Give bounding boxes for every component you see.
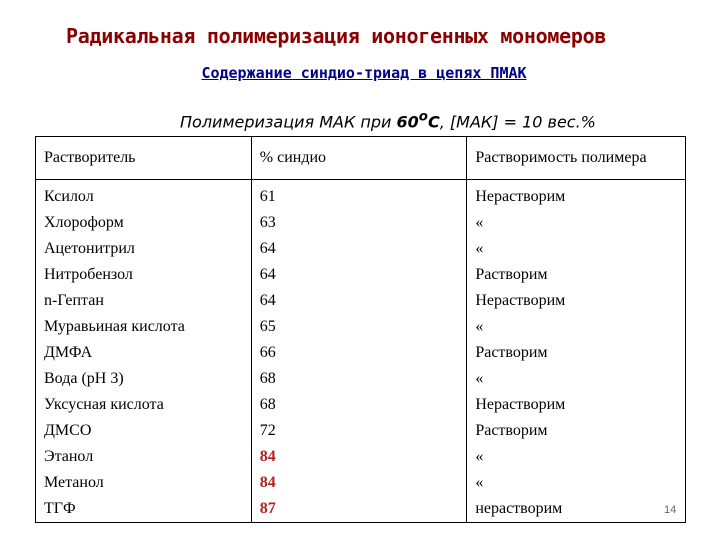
solubility-cell: Нерастворим bbox=[475, 188, 566, 205]
solvent-cell: Хлороформ bbox=[44, 214, 124, 231]
solvent-cell: Уксусная кислота bbox=[44, 396, 164, 413]
syndio-cell: 68 bbox=[259, 396, 276, 413]
solubility-cell: « bbox=[475, 370, 484, 387]
syndio-cell: 84 bbox=[259, 448, 276, 465]
solvent-column bbox=[36, 180, 252, 523]
solvent-cell: ДМФА bbox=[44, 344, 93, 361]
page-number: 14 bbox=[664, 504, 677, 516]
solvent-cell: Муравьиная кислота bbox=[44, 318, 185, 335]
condition-suffix: , [МАК] = 10 вес.% bbox=[439, 112, 596, 132]
syndio-cell: 64 bbox=[259, 266, 276, 283]
syndio-cell: 64 bbox=[259, 240, 276, 257]
condition-prefix: Полимеризация МАК при bbox=[180, 112, 397, 132]
solubility-cell: « bbox=[475, 240, 484, 257]
condition-degree: o bbox=[418, 110, 428, 125]
solubility-cell: Нерастворим bbox=[475, 396, 566, 413]
header-syndio: % синдио bbox=[251, 137, 467, 180]
solubility-column bbox=[467, 180, 686, 523]
solvent-table bbox=[35, 136, 686, 523]
syndio-cell: 63 bbox=[259, 214, 276, 231]
solubility-cell: Растворим bbox=[475, 344, 548, 361]
solvent-cell: Нитробензол bbox=[44, 266, 133, 283]
solubility-cell: нерастворим bbox=[475, 500, 563, 517]
syndio-cell: 72 bbox=[259, 422, 276, 439]
slide-title: Радикальная полимеризация ионогенных мономеров bbox=[66, 24, 607, 48]
solvent-cell: n-Гептан bbox=[44, 292, 104, 309]
header-solubility: Растворимость полимера bbox=[467, 137, 686, 180]
solvent-cell: ДМСО bbox=[44, 422, 92, 439]
solubility-cell: Нерастворим bbox=[475, 292, 566, 309]
condition-temperature: 60 bbox=[396, 112, 419, 132]
solubility-cell: Растворим bbox=[475, 422, 548, 439]
syndio-column bbox=[251, 180, 467, 523]
solvent-cell: Вода (рН 3) bbox=[44, 370, 124, 387]
solvent-cell: Метанол bbox=[44, 474, 104, 491]
condition-unit: C bbox=[427, 112, 440, 132]
syndio-cell: 64 bbox=[259, 292, 276, 309]
syndio-cell: 87 bbox=[259, 500, 276, 517]
solubility-cell: « bbox=[475, 214, 484, 231]
slide-subtitle bbox=[0, 64, 720, 82]
syndio-cell: 66 bbox=[259, 344, 276, 361]
syndio-cell: 84 bbox=[259, 474, 276, 491]
solubility-cell: « bbox=[475, 448, 484, 465]
syndio-cell: 65 bbox=[259, 318, 276, 335]
table-body-row bbox=[36, 180, 686, 523]
solvent-cell: ТГФ bbox=[44, 500, 76, 517]
syndio-cell: 61 bbox=[259, 188, 276, 205]
solvent-cell: Ацетонитрил bbox=[44, 240, 135, 257]
solvent-cell: Ксилол bbox=[44, 188, 94, 205]
solubility-cell: « bbox=[475, 318, 484, 335]
solubility-cell: Растворим bbox=[475, 266, 548, 283]
header-solvent: Растворитель bbox=[36, 137, 252, 180]
solvent-cell: Этанол bbox=[44, 448, 94, 465]
syndio-cell: 68 bbox=[259, 370, 276, 387]
polymerization-conditions bbox=[180, 110, 596, 131]
solubility-cell: « bbox=[475, 474, 484, 491]
table-header-row bbox=[36, 137, 686, 180]
subtitle-text: Содержание синдио-триад в цепях ПМАК bbox=[201, 64, 527, 82]
